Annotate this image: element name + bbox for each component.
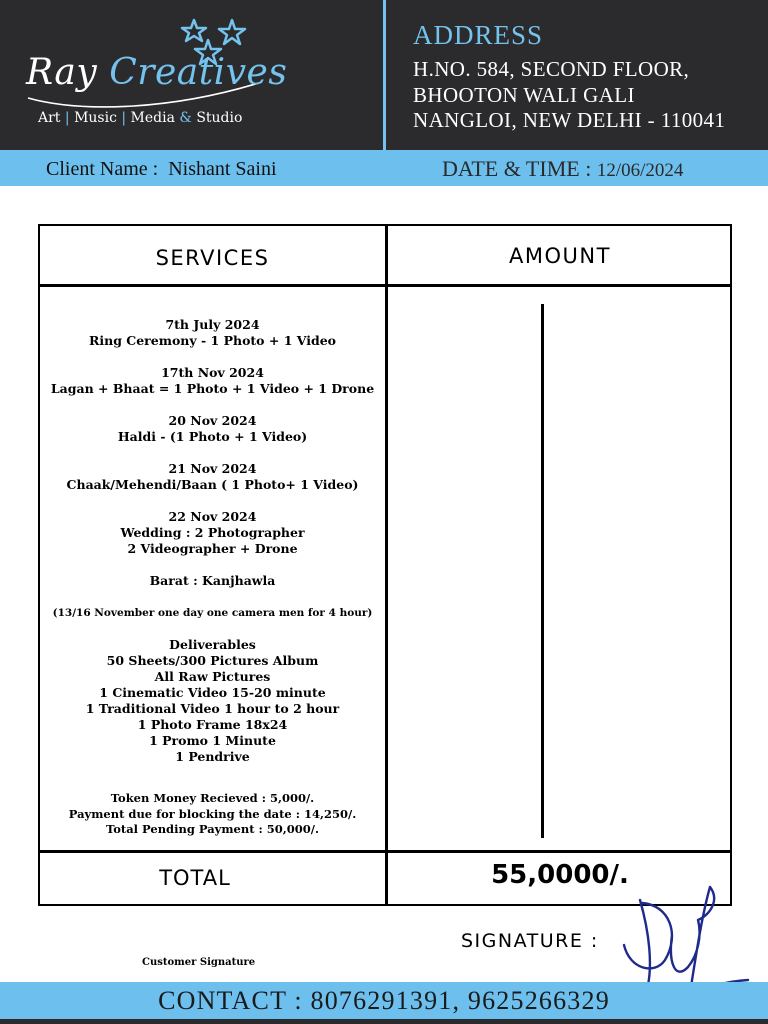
tagline-media: Media [130, 110, 175, 126]
amount-header: AMOUNT [509, 244, 611, 268]
client-label: Client Name : [46, 158, 159, 180]
client-name [46, 158, 277, 181]
customer-signature-label: Customer Signature [142, 957, 256, 968]
tagline-studio: Studio [196, 110, 243, 126]
address-title: ADDRESS [413, 20, 544, 50]
address-line-1: H.NO. 584, SECOND FLOOR, [413, 57, 690, 81]
date-label: DATE & TIME : [442, 156, 592, 181]
service-item: 22 Nov 2024 Wedding : 2 Photographer 2 Videographer + Drone [120, 509, 305, 556]
total-label: TOTAL [159, 866, 231, 890]
amount-column-line [541, 304, 544, 838]
total-value: 55,0000/. [491, 860, 629, 890]
header-divider [383, 0, 386, 150]
contact-info: CONTACT : 8076291391, 9625266329 [158, 986, 610, 1015]
brand-name [26, 52, 287, 93]
brand-creatives: Creatives [109, 52, 288, 93]
payment-summary: Token Money Recieved : 5,000/. Payment due for blocking the date : 14,250/. Total Pending Payment : 50,000/. [68, 791, 357, 836]
tagline: Art | Music | Media & Studio [38, 110, 243, 126]
services-table [38, 224, 732, 906]
deliverables-list: Deliverables 50 Sheets/300 Pictures Album All Raw Pictures 1 Cinematic Video 15-20 minute 1 Traditional Video 1 hour to 2 hour 1 Photo Frame 18x24 1 Promo 1 Minute 1 Pendrive [85, 637, 340, 764]
service-item: 7th July 2024 Ring Ceremony - 1 Photo + 1 Video [88, 317, 337, 348]
service-item: Barat : Kanjhawla [149, 573, 276, 588]
client-value: Nishant Saini [168, 158, 277, 180]
signature-label: SIGNATURE : [461, 930, 599, 952]
service-item: 21 Nov 2024 Chaak/Mehendi/Baan ( 1 Photo+ 1 Video) [66, 461, 359, 492]
service-item: 20 Nov 2024 Haldi - (1 Photo + 1 Video) [117, 413, 308, 444]
service-note: (13/16 November one day one camera men for 4 hour) [52, 607, 373, 619]
tagline-music: Music [74, 110, 117, 126]
tagline-amp: & [179, 110, 192, 126]
tagline-art: Art [38, 110, 61, 126]
date-time [442, 156, 683, 182]
date-value: 12/06/2024 [596, 160, 684, 181]
column-divider [385, 226, 388, 904]
services-list [40, 317, 385, 838]
services-header: SERVICES [155, 246, 270, 270]
address-line-2: BHOOTON WALI GALI [413, 83, 635, 107]
brand-ray: Ray [26, 52, 98, 93]
service-item: 17th Nov 2024 Lagan + Bhaat = 1 Photo + 1 Video + 1 Drone [50, 365, 375, 396]
header-banner [0, 0, 768, 150]
address-line-3: NANGLOI, NEW DELHI - 110041 [413, 108, 726, 132]
contact-bar-border [0, 1019, 768, 1024]
total-divider-line [40, 850, 730, 853]
header-divider-line [40, 284, 730, 287]
